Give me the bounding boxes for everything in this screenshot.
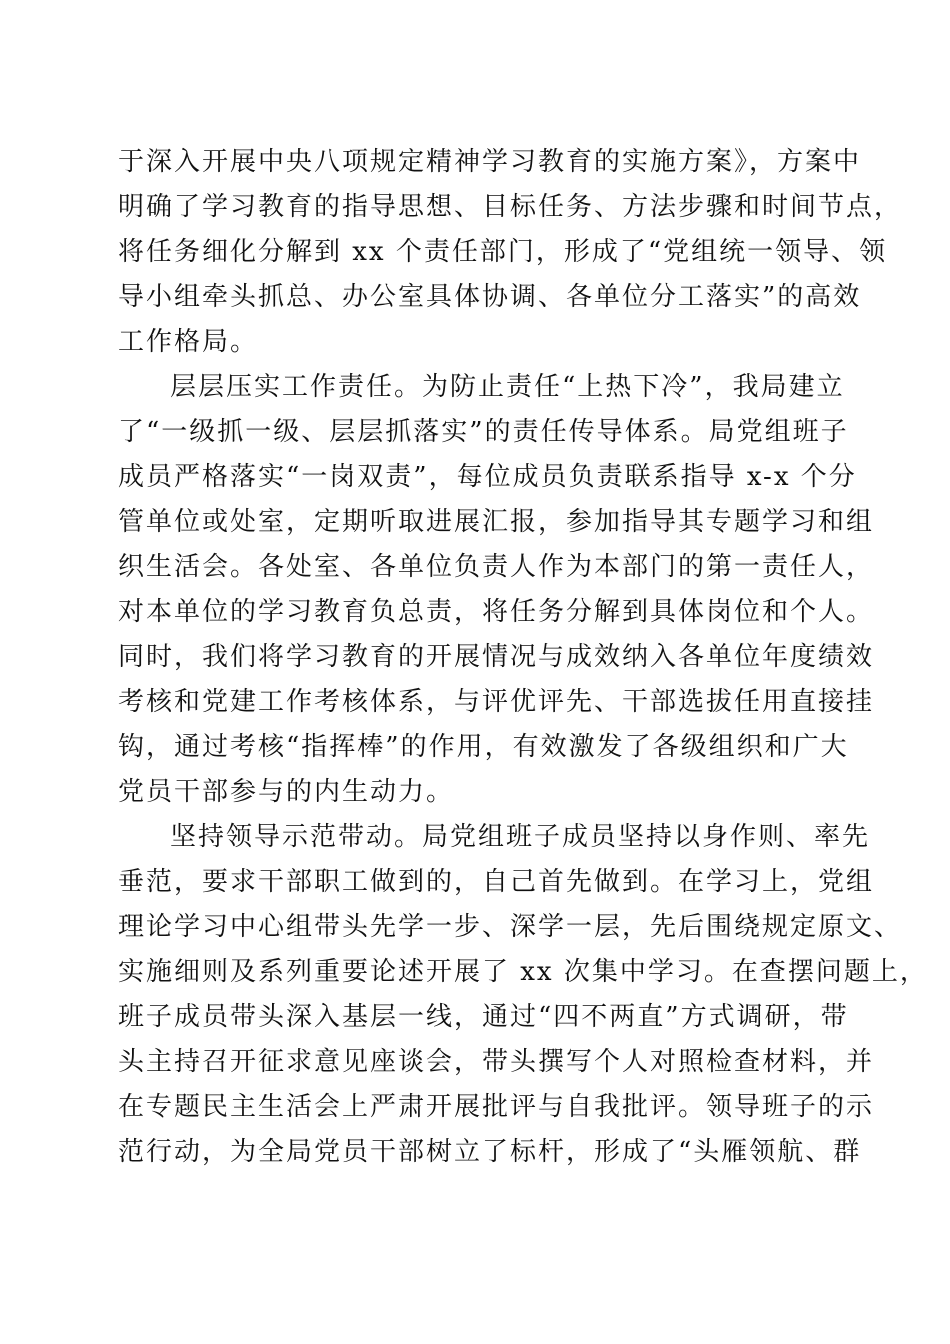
text-line: 考核和党建工作考核体系，与评优评先、干部选拔任用直接挂 (118, 687, 875, 717)
text-line: 范行动，为全局党员干部树立了标杆，形成了“头雁领航、群 (118, 1137, 862, 1167)
text-line: 垂范，要求干部职工做到的，自己首先做到。在学习上，党组 (118, 867, 875, 897)
text-line: 管单位或处室，定期听取进展汇报，参加指导其专题学习和组 (118, 507, 875, 537)
text-line: 头主持召开征求意见座谈会，带头撰写个人对照检查材料，并 (118, 1047, 875, 1077)
text-line: 党员干部参与的内生动力。 (118, 777, 455, 807)
text-line: 实施细则及系列重要论述开展了 xx 次集中学习。在查摆问题上， (118, 957, 928, 987)
text-line: 班子成员带头深入基层一线，通过“四不两直”方式调研，带 (118, 1002, 849, 1032)
text-line: 工作格局。 (118, 327, 259, 357)
paragraph-heading-line: 层层压实工作责任。为防止责任“上热下冷”，我局建立 (170, 372, 845, 402)
text-line: 明确了学习教育的指导思想、目标任务、方法步骤和时间节点， (118, 192, 903, 222)
text-line: 理论学习中心组带头先学一步、深学一层，先后围绕规定原文、 (118, 912, 903, 942)
text-line: 了“一级抓一级、层层抓落实”的责任传导体系。局党组班子 (118, 417, 849, 447)
text-line: 导小组牵头抓总、办公室具体协调、各单位分工落实”的高效 (118, 282, 862, 312)
text-line: 于深入开展中央八项规定精神学习教育的实施方案》，方案中 (118, 147, 862, 177)
text-line: 同时，我们将学习教育的开展情况与成效纳入各单位年度绩效 (118, 642, 875, 672)
paragraph-heading-line: 坚持领导示范带动。局党组班子成员坚持以身作则、率先 (170, 822, 871, 852)
text-line: 钩，通过考核“指挥棒”的作用，有效激发了各级组织和广大 (118, 732, 849, 762)
text-line: 将任务细化分解到 xx 个责任部门，形成了“党组统一领导、领 (118, 237, 888, 267)
text-line: 对本单位的学习教育负总责，将任务分解到具体岗位和个人。 (118, 597, 875, 627)
body-text (118, 140, 928, 1175)
text-line: 成员严格落实“一岗双责”，每位成员负责联系指导 x-x 个分 (118, 462, 857, 492)
text-line: 织生活会。各处室、各单位负责人作为本部门的第一责任人， (118, 552, 875, 582)
text-line: 在专题民主生活会上严肃开展批评与自我批评。领导班子的示 (118, 1092, 875, 1122)
